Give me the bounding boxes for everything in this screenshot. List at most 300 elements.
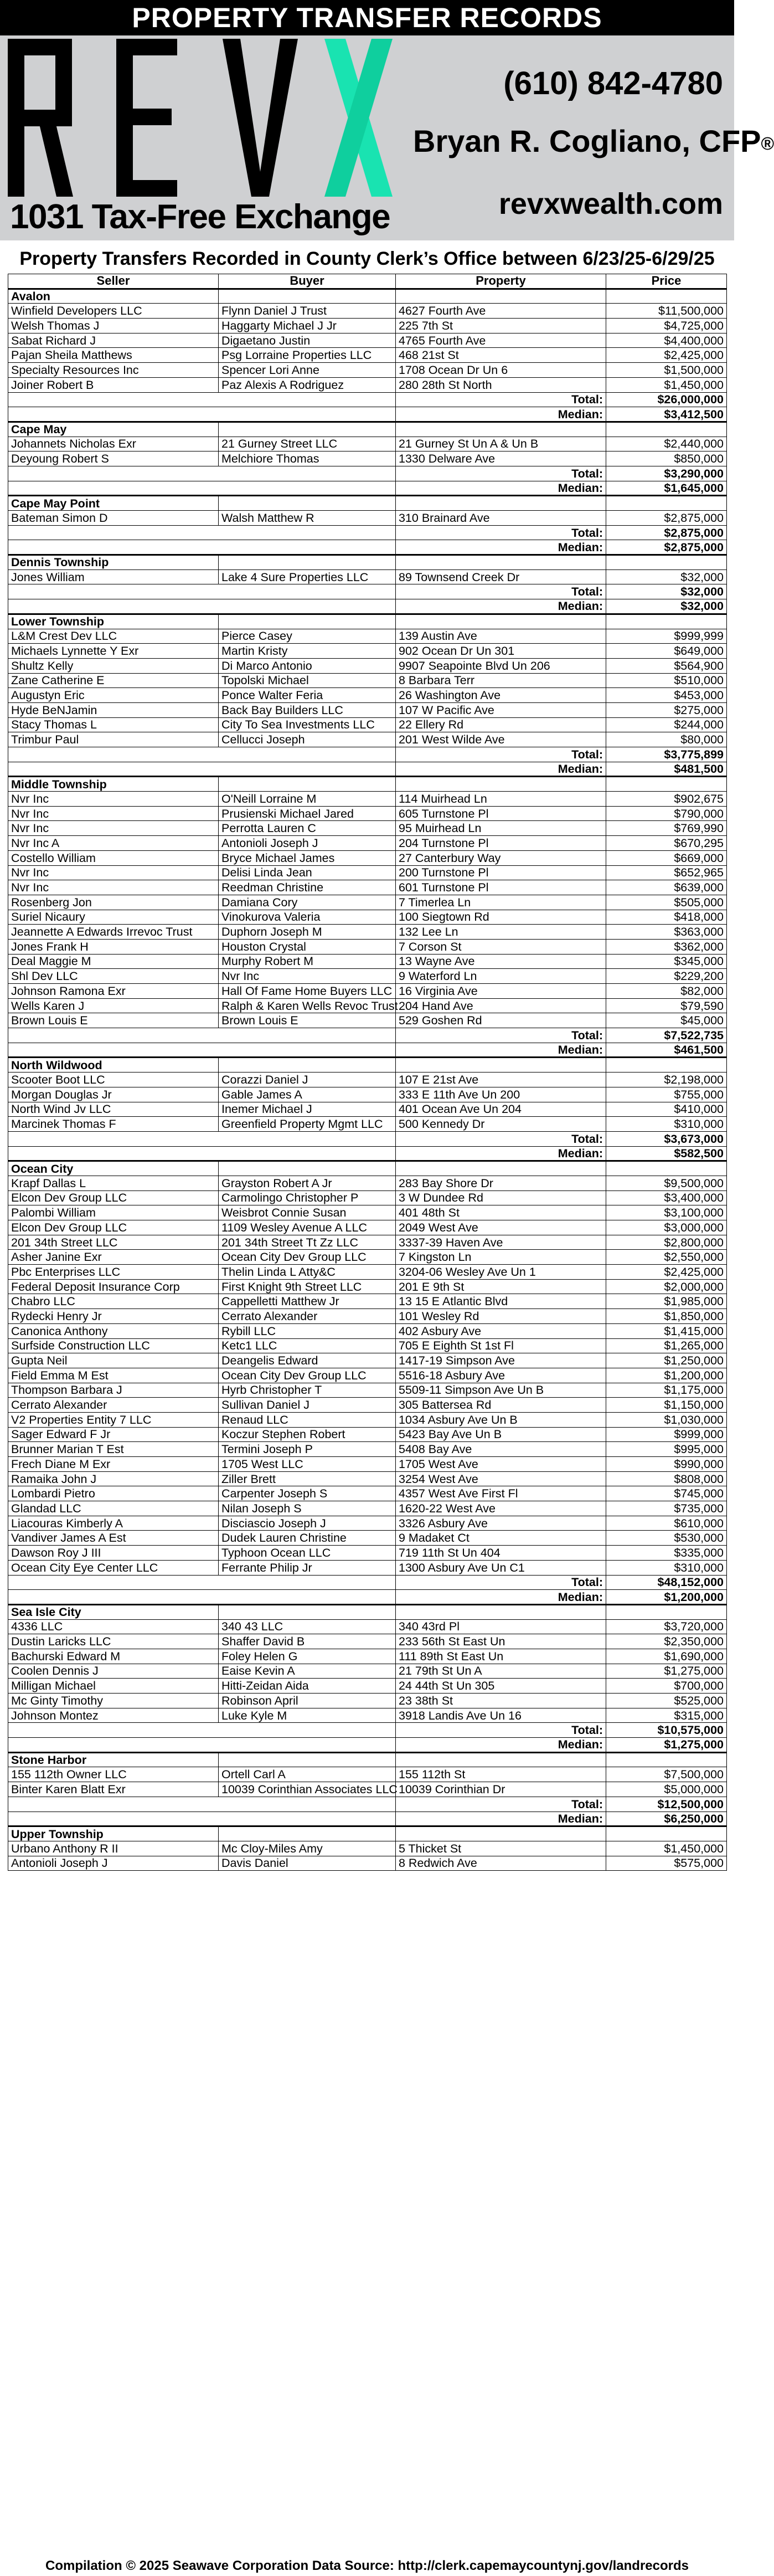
empty-cell [219, 747, 396, 762]
seller-cell: Nvr Inc [8, 865, 219, 880]
column-header-seller: Seller [8, 274, 219, 289]
property-cell: 9907 Seapointe Blvd Un 206 [396, 658, 606, 673]
property-cell: 402 Asbury Ave [396, 1323, 606, 1338]
table-row [8, 1694, 727, 1708]
empty-cell [8, 1043, 219, 1058]
buyer-cell: Rybill LLC [219, 1323, 396, 1338]
seller-cell: Nvr Inc [8, 792, 219, 807]
median-label: Median: [396, 1738, 606, 1753]
property-cell: 1330 Delware Ave [396, 451, 606, 466]
price-cell: $610,000 [606, 1516, 727, 1531]
total-value: $12,500,000 [606, 1797, 727, 1812]
table-row [8, 658, 727, 673]
buyer-cell: Eaise Kevin A [219, 1664, 396, 1679]
price-cell: $735,000 [606, 1501, 727, 1516]
empty-cell [396, 777, 606, 792]
total-row [8, 584, 727, 599]
empty-cell [8, 525, 219, 540]
price-cell: $902,675 [606, 792, 727, 807]
median-row [8, 1043, 727, 1058]
median-row [8, 599, 727, 614]
logo-letter-x [324, 39, 393, 197]
table-row [8, 1205, 727, 1220]
property-cell: 23 38th St [396, 1694, 606, 1708]
records-table [8, 274, 727, 1871]
seller-cell: Vandiver James A Est [8, 1531, 219, 1546]
buyer-cell: Lake 4 Sure Properties LLC [219, 569, 396, 584]
property-cell: 233 56th St East Un [396, 1634, 606, 1649]
seller-cell: Jones Frank H [8, 939, 219, 954]
empty-cell [606, 614, 727, 629]
median-value: $1,200,000 [606, 1590, 727, 1605]
empty-cell [219, 407, 396, 422]
empty-cell [8, 466, 219, 481]
town-header-row [8, 614, 727, 629]
price-cell: $310,000 [606, 1560, 727, 1575]
table-row [8, 1117, 727, 1132]
table-row [8, 437, 727, 451]
price-cell: $808,000 [606, 1471, 727, 1486]
property-cell: 1417-19 Simpson Ave [396, 1353, 606, 1368]
table-row [8, 1486, 727, 1501]
median-row [8, 1590, 727, 1605]
property-cell: 719 11th St Un 404 [396, 1546, 606, 1561]
empty-cell [219, 1604, 396, 1619]
property-cell: 902 Ocean Dr Un 301 [396, 644, 606, 659]
seller-cell: Dustin Laricks LLC [8, 1634, 219, 1649]
median-value: $481,500 [606, 762, 727, 777]
buyer-cell: Deangelis Edward [219, 1353, 396, 1368]
property-cell: 3254 West Ave [396, 1471, 606, 1486]
property-cell: 204 Hand Ave [396, 998, 606, 1013]
empty-cell [8, 1575, 219, 1590]
price-cell: $3,100,000 [606, 1205, 727, 1220]
seller-cell: Federal Deposit Insurance Corp [8, 1279, 219, 1294]
empty-cell [219, 1752, 396, 1767]
total-label: Total: [396, 1131, 606, 1146]
town-name: Sea Isle City [8, 1604, 219, 1619]
empty-cell [606, 555, 727, 570]
town-name: Middle Township [8, 777, 219, 792]
table-row [8, 895, 727, 910]
buyer-cell: City To Sea Investments LLC [219, 717, 396, 732]
buyer-cell: Di Marco Antonio [219, 658, 396, 673]
advisor-name [413, 123, 774, 160]
advertisement[interactable] [0, 35, 774, 240]
seller-cell: Jeannette A Edwards Irrevoc Trust [8, 925, 219, 940]
buyer-cell: Foley Helen G [219, 1649, 396, 1664]
price-cell: $2,350,000 [606, 1634, 727, 1649]
price-cell: $999,999 [606, 629, 727, 644]
table-row [8, 1190, 727, 1205]
seller-cell: Antonioli Joseph J [8, 1856, 219, 1871]
buyer-cell: Grayston Robert A Jr [219, 1176, 396, 1190]
median-value: $1,645,000 [606, 481, 727, 496]
price-cell: $453,000 [606, 688, 727, 703]
property-cell: 280 28th St North [396, 377, 606, 392]
seller-cell: Shl Dev LLC [8, 969, 219, 984]
total-label: Total: [396, 466, 606, 481]
price-cell: $1,200,000 [606, 1368, 727, 1383]
property-cell: 605 Turnstone Pl [396, 806, 606, 821]
buyer-cell: Renaud LLC [219, 1412, 396, 1427]
price-cell: $1,265,000 [606, 1338, 727, 1353]
property-cell: 200 Turnstone Pl [396, 865, 606, 880]
seller-cell: Gupta Neil [8, 1353, 219, 1368]
buyer-cell: Ferrante Philip Jr [219, 1560, 396, 1575]
buyer-cell: Martin Kristy [219, 644, 396, 659]
property-cell: 22 Ellery Rd [396, 717, 606, 732]
buyer-cell: Gable James A [219, 1087, 396, 1102]
buyer-cell: 1109 Wesley Avenue A LLC [219, 1220, 396, 1235]
seller-cell: Mc Ginty Timothy [8, 1694, 219, 1708]
price-cell: $769,990 [606, 821, 727, 836]
seller-cell: Urbano Anthony R II [8, 1841, 219, 1856]
table-row [8, 1767, 727, 1782]
table-row [8, 939, 727, 954]
table-row [8, 836, 727, 851]
column-header-buyer: Buyer [219, 274, 396, 289]
table-row [8, 363, 727, 378]
buyer-cell: Haggarty Michael J Jr [219, 319, 396, 333]
property-cell: 4765 Fourth Ave [396, 333, 606, 348]
median-label: Median: [396, 599, 606, 614]
property-cell: 111 89th St East Un [396, 1649, 606, 1664]
town-name: Cape May Point [8, 496, 219, 511]
seller-cell: Canonica Anthony [8, 1323, 219, 1338]
total-value: $26,000,000 [606, 392, 727, 407]
seller-cell: Shultz Kelly [8, 658, 219, 673]
price-cell: $575,000 [606, 1856, 727, 1871]
price-cell: $1,250,000 [606, 1353, 727, 1368]
total-row [8, 466, 727, 481]
median-value: $582,500 [606, 1146, 727, 1161]
column-header-property: Property [396, 274, 606, 289]
seller-cell: Augustyn Eric [8, 688, 219, 703]
total-value: $7,522,735 [606, 1028, 727, 1043]
buyer-cell: 201 34th Street Tt Zz LLC [219, 1235, 396, 1250]
empty-cell [8, 481, 219, 496]
column-header-price: Price [606, 274, 727, 289]
seller-cell: Chabro LLC [8, 1294, 219, 1309]
seller-cell: Stacy Thomas L [8, 717, 219, 732]
price-cell: $2,550,000 [606, 1250, 727, 1265]
empty-cell [396, 1826, 606, 1841]
town-name: Avalon [8, 289, 219, 304]
median-label: Median: [396, 1812, 606, 1826]
price-cell: $790,000 [606, 806, 727, 821]
price-cell: $32,000 [606, 569, 727, 584]
buyer-cell: Spencer Lori Anne [219, 363, 396, 378]
empty-cell [8, 407, 219, 422]
table-row [8, 1102, 727, 1117]
seller-cell: Deal Maggie M [8, 954, 219, 969]
property-cell: 4357 West Ave First Fl [396, 1486, 606, 1501]
empty-cell [8, 762, 219, 777]
seller-cell: 201 34th Street LLC [8, 1235, 219, 1250]
town-header-row [8, 1058, 727, 1073]
seller-cell: Rydecki Henry Jr [8, 1309, 219, 1324]
property-cell: 21 79th St Un A [396, 1664, 606, 1679]
buyer-cell: Carpenter Joseph S [219, 1486, 396, 1501]
price-cell: $1,030,000 [606, 1412, 727, 1427]
seller-cell: Johannets Nicholas Exr [8, 437, 219, 451]
seller-cell: V2 Properties Entity 7 LLC [8, 1412, 219, 1427]
price-cell: $1,415,000 [606, 1323, 727, 1338]
table-row [8, 644, 727, 659]
empty-cell [219, 614, 396, 629]
median-row [8, 1146, 727, 1161]
seller-cell: 155 112th Owner LLC [8, 1767, 219, 1782]
town-name: Cape May [8, 422, 219, 437]
table-row [8, 1546, 727, 1561]
empty-cell [8, 1723, 219, 1738]
town-header-row [8, 555, 727, 570]
total-row [8, 392, 727, 407]
buyer-cell: Weisbrot Connie Susan [219, 1205, 396, 1220]
seller-cell: Morgan Douglas Jr [8, 1087, 219, 1102]
total-value: $2,875,000 [606, 525, 727, 540]
buyer-cell: Cappelletti Matthew Jr [219, 1294, 396, 1309]
buyer-cell: Sullivan Daniel J [219, 1398, 396, 1413]
median-label: Median: [396, 762, 606, 777]
buyer-cell: 1705 West LLC [219, 1457, 396, 1472]
price-cell: $1,450,000 [606, 377, 727, 392]
empty-cell [396, 1058, 606, 1073]
price-cell: $2,425,000 [606, 1265, 727, 1280]
price-cell: $530,000 [606, 1531, 727, 1546]
table-row [8, 910, 727, 925]
buyer-cell: Shaffer David B [219, 1634, 396, 1649]
seller-cell: Specialty Resources Inc [8, 363, 219, 378]
seller-cell: Lombardi Pietro [8, 1486, 219, 1501]
buyer-cell: Nilan Joseph S [219, 1501, 396, 1516]
property-cell: 201 West Wilde Ave [396, 732, 606, 747]
empty-cell [8, 540, 219, 555]
property-cell: 225 7th St [396, 319, 606, 333]
table-row [8, 451, 727, 466]
empty-cell [219, 1575, 396, 1590]
property-cell: 3204-06 Wesley Ave Un 1 [396, 1265, 606, 1280]
seller-cell: Suriel Nicaury [8, 910, 219, 925]
empty-cell [219, 555, 396, 570]
table-row [8, 1013, 727, 1028]
price-cell: $850,000 [606, 451, 727, 466]
median-row [8, 1812, 727, 1826]
property-cell: 155 112th St [396, 1767, 606, 1782]
seller-cell: Dawson Roy J III [8, 1546, 219, 1561]
seller-cell: Elcon Dev Group LLC [8, 1220, 219, 1235]
price-cell: $363,000 [606, 925, 727, 940]
empty-cell [219, 525, 396, 540]
property-cell: 7 Timerlea Ln [396, 895, 606, 910]
price-cell: $5,000,000 [606, 1782, 727, 1797]
property-cell: 9 Madaket Ct [396, 1531, 606, 1546]
seller-cell: Glandad LLC [8, 1501, 219, 1516]
table-row [8, 1353, 727, 1368]
seller-cell: Frech Diane M Exr [8, 1457, 219, 1472]
phone-number[interactable]: (610) 842-4780 [503, 65, 723, 101]
price-cell: $670,295 [606, 836, 727, 851]
buyer-cell: Topolski Michael [219, 673, 396, 688]
banner-title: PROPERTY TRANSFER RECORDS [132, 2, 602, 33]
table-row [8, 1265, 727, 1280]
contact-block [413, 64, 774, 222]
price-cell: $564,900 [606, 658, 727, 673]
town-header-row [8, 496, 727, 511]
buyer-cell: Reedman Christine [219, 880, 396, 895]
property-cell: 9 Waterford Ln [396, 969, 606, 984]
seller-cell: Surfside Construction LLC [8, 1338, 219, 1353]
buyer-cell: Robinson April [219, 1694, 396, 1708]
price-cell: $669,000 [606, 850, 727, 865]
price-cell: $4,725,000 [606, 319, 727, 333]
table-row [8, 806, 727, 821]
seller-cell: Cerrato Alexander [8, 1398, 219, 1413]
empty-cell [396, 422, 606, 437]
buyer-cell: Bryce Michael James [219, 850, 396, 865]
table-row [8, 1294, 727, 1309]
empty-cell [219, 1146, 396, 1161]
table-row [8, 1841, 727, 1856]
empty-cell [219, 1131, 396, 1146]
table-row [8, 1664, 727, 1679]
total-row [8, 525, 727, 540]
empty-cell [396, 614, 606, 629]
property-cell: 468 21st St [396, 348, 606, 363]
buyer-cell: Perrotta Lauren C [219, 821, 396, 836]
price-cell: $410,000 [606, 1102, 727, 1117]
buyer-cell: Thelin Linda L Atty&C [219, 1265, 396, 1280]
buyer-cell: Walsh Matthew R [219, 511, 396, 526]
town-header-row [8, 1161, 727, 1176]
property-cell: 132 Lee Ln [396, 925, 606, 940]
buyer-cell: Ketc1 LLC [219, 1338, 396, 1353]
table-row [8, 1560, 727, 1575]
website-link[interactable]: revxwealth.com [498, 187, 723, 220]
property-cell: 340 43rd Pl [396, 1619, 606, 1634]
seller-cell: Brunner Marian T Est [8, 1442, 219, 1457]
median-row [8, 540, 727, 555]
property-cell: 401 Ocean Ave Un 204 [396, 1102, 606, 1117]
property-cell: 5408 Bay Ave [396, 1442, 606, 1457]
table-row [8, 1368, 727, 1383]
property-cell: 8 Barbara Terr [396, 673, 606, 688]
seller-cell: Joiner Robert B [8, 377, 219, 392]
buyer-cell: Koczur Stephen Robert [219, 1427, 396, 1442]
property-cell: 21 Gurney St Un A & Un B [396, 437, 606, 451]
total-label: Total: [396, 1575, 606, 1590]
property-cell: 107 W Pacific Ave [396, 702, 606, 717]
logo-letter-r [8, 39, 73, 197]
seller-cell: Scooter Boot LLC [8, 1073, 219, 1087]
empty-cell [606, 289, 727, 304]
property-cell: 5509-11 Simpson Ave Un B [396, 1383, 606, 1398]
property-cell: 16 Virginia Ave [396, 984, 606, 999]
price-cell: $1,690,000 [606, 1649, 727, 1664]
buyer-cell: Vinokurova Valeria [219, 910, 396, 925]
price-cell: $1,175,000 [606, 1383, 727, 1398]
buyer-cell: Mc Cloy-Miles Amy [219, 1841, 396, 1856]
price-cell: $2,440,000 [606, 437, 727, 451]
seller-cell: Krapf Dallas L [8, 1176, 219, 1190]
median-row [8, 407, 727, 422]
buyer-cell: Luke Kyle M [219, 1708, 396, 1723]
seller-cell: Rosenberg Jon [8, 895, 219, 910]
table-row [8, 1235, 727, 1250]
seller-cell: Deyoung Robert S [8, 451, 219, 466]
seller-cell: Bachurski Edward M [8, 1649, 219, 1664]
table-row [8, 511, 727, 526]
price-cell: $1,985,000 [606, 1294, 727, 1309]
buyer-cell: Ortell Carl A [219, 1767, 396, 1782]
property-cell: 7 Corson St [396, 939, 606, 954]
table-row [8, 925, 727, 940]
town-name: Lower Township [8, 614, 219, 629]
records-title: Property Transfers Recorded in County Clerk’s Office between 6/23/25-6/29/25 [19, 248, 715, 269]
seller-cell: Ocean City Eye Center LLC [8, 1560, 219, 1575]
total-label: Total: [396, 747, 606, 762]
property-cell: 24 44th St Un 305 [396, 1679, 606, 1694]
price-cell: $755,000 [606, 1087, 727, 1102]
empty-cell [8, 1590, 219, 1605]
empty-cell [8, 1812, 219, 1826]
seller-cell: Nvr Inc [8, 806, 219, 821]
empty-cell [219, 777, 396, 792]
buyer-cell: Davis Daniel [219, 1856, 396, 1871]
empty-cell [396, 496, 606, 511]
table-row [8, 1501, 727, 1516]
table-row [8, 1442, 727, 1457]
seller-cell: Nvr Inc A [8, 836, 219, 851]
buyer-cell: Cellucci Joseph [219, 732, 396, 747]
property-cell: 310 Brainard Ave [396, 511, 606, 526]
buyer-cell: Damiana Cory [219, 895, 396, 910]
buyer-cell: Dudek Lauren Christine [219, 1531, 396, 1546]
price-cell: $80,000 [606, 732, 727, 747]
property-cell: 305 Battersea Rd [396, 1398, 606, 1413]
median-value: $2,875,000 [606, 540, 727, 555]
empty-cell [219, 1161, 396, 1176]
total-row [8, 1575, 727, 1590]
price-cell: $652,965 [606, 865, 727, 880]
empty-cell [219, 1723, 396, 1738]
town-header-row [8, 422, 727, 437]
footer: Compilation © 2025 Seawave Corporation Data Source: http://clerk.capemaycountynj.gov/landrecords [45, 2558, 689, 2573]
price-cell: $418,000 [606, 910, 727, 925]
price-cell: $275,000 [606, 702, 727, 717]
header-row [8, 274, 727, 289]
price-cell: $3,720,000 [606, 1619, 727, 1634]
empty-cell [606, 496, 727, 511]
table-row [8, 1531, 727, 1546]
price-cell: $2,425,000 [606, 348, 727, 363]
property-cell: 13 Wayne Ave [396, 954, 606, 969]
buyer-cell: Brown Louis E [219, 1013, 396, 1028]
logo-letter-e [116, 39, 177, 197]
property-cell: 1708 Ocean Dr Un 6 [396, 363, 606, 378]
price-cell: $649,000 [606, 644, 727, 659]
table-row [8, 821, 727, 836]
table-row [8, 984, 727, 999]
median-label: Median: [396, 481, 606, 496]
empty-cell [219, 422, 396, 437]
empty-cell [219, 1043, 396, 1058]
empty-cell [606, 1058, 727, 1073]
property-cell: 139 Austin Ave [396, 629, 606, 644]
buyer-cell: Hall Of Fame Home Buyers LLC [219, 984, 396, 999]
property-cell: 601 Turnstone Pl [396, 880, 606, 895]
